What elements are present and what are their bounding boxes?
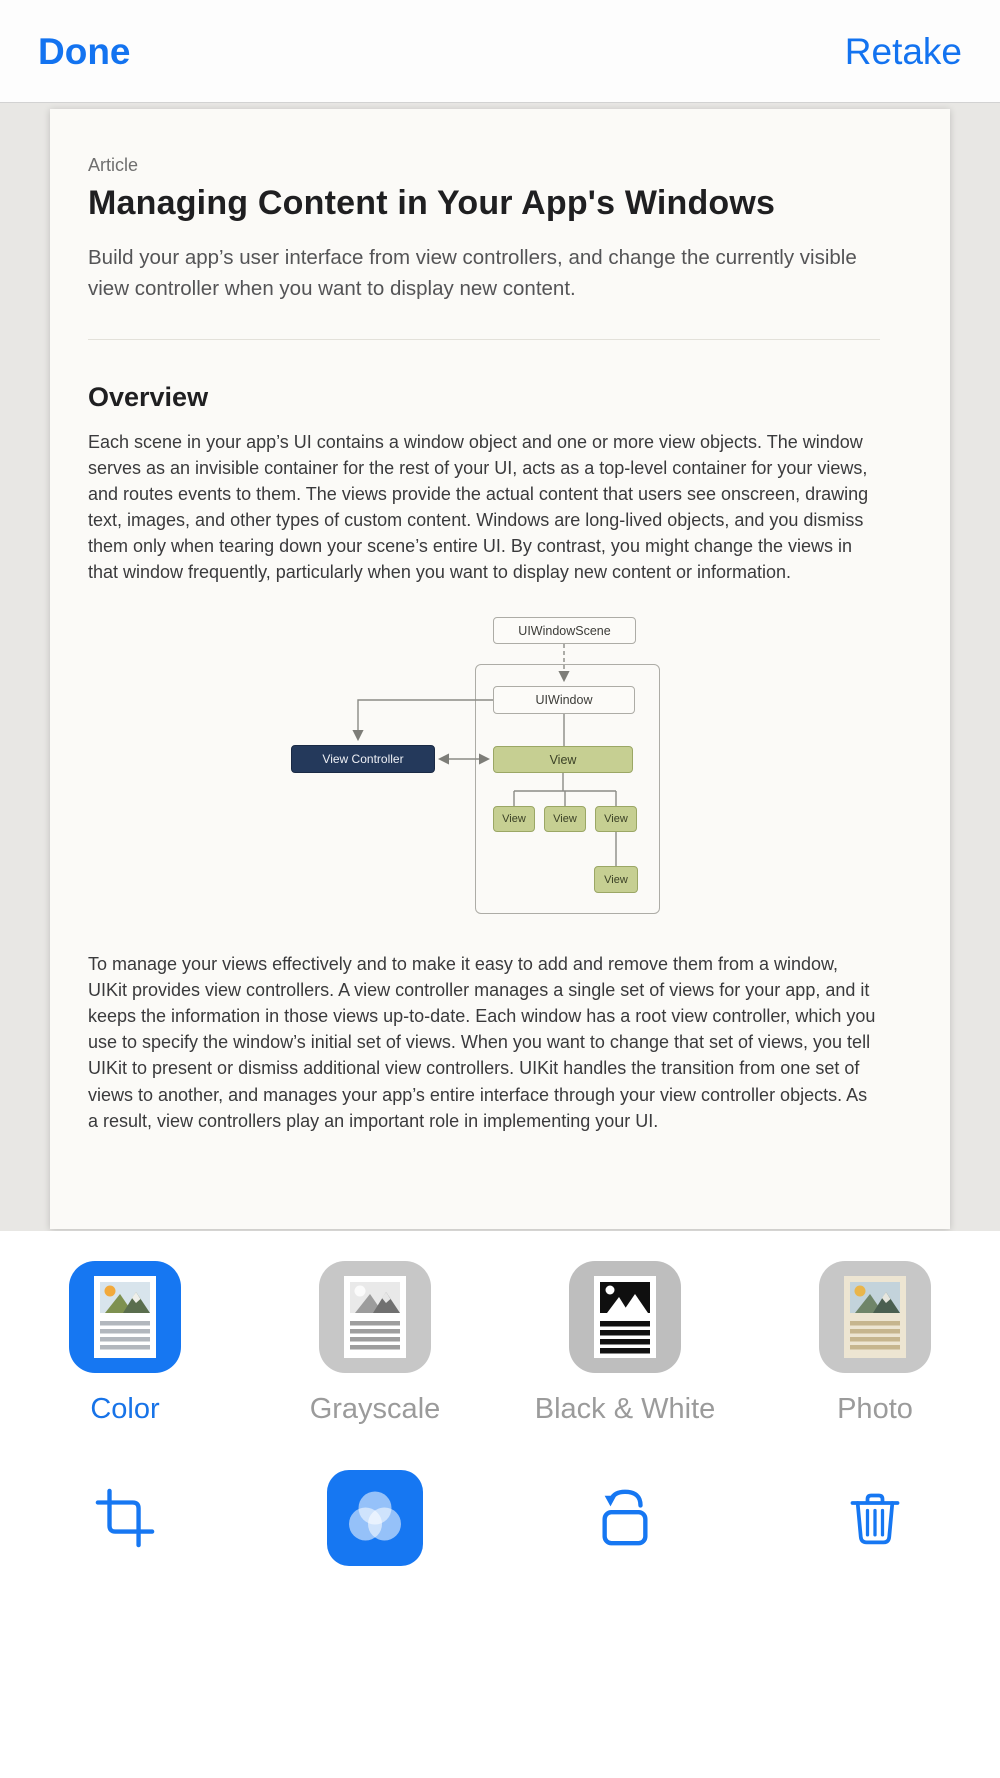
filters-icon [327, 1470, 423, 1566]
crop-tool-slot [0, 1462, 250, 1574]
diagram-subview-box-3: View [595, 806, 637, 832]
done-button[interactable]: Done [38, 30, 131, 72]
filter-color-label: Color [90, 1393, 160, 1425]
black-white-filter-preview-icon [569, 1261, 681, 1373]
doc-subtitle: Build your app’s user interface from view controllers, and change the currently visible view controller when you want to display new content. [88, 246, 857, 300]
filter-photo-thumbnail[interactable] [819, 1261, 931, 1373]
retake-button[interactable]: Retake [844, 30, 962, 72]
filter-option-photo[interactable] [750, 1261, 1000, 1426]
diagram-subview-box-2: View [544, 806, 586, 832]
delete-tool-slot [750, 1462, 1000, 1574]
filter-thumbnail-row [0, 1261, 1000, 1426]
filter-option-black-white[interactable] [500, 1261, 750, 1426]
bottom-toolbar [0, 1462, 1000, 1574]
grayscale-filter-preview-icon [319, 1261, 431, 1373]
doc-divider [88, 339, 880, 340]
filter-black-white-label: Black & White [534, 1393, 716, 1425]
rotate-icon [594, 1487, 656, 1549]
top-bar [0, 0, 1000, 103]
crop-icon [94, 1487, 156, 1549]
crop-button[interactable] [94, 1487, 156, 1549]
doc-eyebrow: Article [88, 155, 139, 175]
photo-filter-preview-icon [819, 1261, 931, 1373]
filter-panel [0, 1231, 1000, 1426]
rotate-button[interactable] [594, 1487, 656, 1549]
scanned-document-page [50, 109, 950, 1229]
diagram-view-controller-box: View Controller [291, 745, 435, 773]
view-hierarchy-diagram [278, 611, 663, 923]
trash-icon [845, 1487, 905, 1549]
doc-title: Managing Content in Your App's Windows [88, 184, 776, 222]
filter-grayscale-thumbnail[interactable] [319, 1261, 431, 1373]
diagram-uiwindowscene-box: UIWindowScene [493, 617, 636, 644]
doc-overview-heading: Overview [88, 381, 209, 412]
diagram-subview-box-1: View [493, 806, 535, 832]
doc-paragraph-2: To manage your views effectively and to make it easy to add and remove them from a window, UIKit provides view controllers. A view controller manages a single set of views for your app, and it keeps the information in those views up-to-date. Each window has a root view controller, which you use to specify the window’s initial set of views. When you want to change that set of views, you tell UIKit to present or dismiss additional view controllers. UIKit handles the transition from one set of views to another, and manages your app’s entire interface through your view controller objects. As a result, view controllers play an important role in implementing your UI. [88, 954, 876, 1131]
doc-paragraph-1: Each scene in your app’s UI contains a window object and one or more view objects. The window serves as an invisible container for the rest of your UI, acts as a top-level container for your views, and routes events to them. The views provide the actual content that users see onscreen, drawing text, images, and other types of custom content. Windows are long-lived objects, and you dismiss them only when tearing down your scene’s entire UI. By contrast, you might change the views in that window frequently, particularly when you want to display new content or information. [88, 431, 869, 582]
rotate-tool-slot [500, 1462, 750, 1574]
diagram-uiwindow-box: UIWindow [493, 686, 635, 714]
filter-color-thumbnail[interactable] [69, 1261, 181, 1373]
filter-option-color[interactable] [0, 1261, 250, 1426]
diagram-root-view-box: View [493, 746, 633, 773]
filter-black-white-thumbnail[interactable] [569, 1261, 681, 1373]
delete-button[interactable] [845, 1487, 905, 1549]
filters-button[interactable] [327, 1470, 423, 1566]
diagram-nested-view-box: View [594, 866, 638, 893]
color-filter-preview-icon [69, 1261, 181, 1373]
filter-photo-label: Photo [837, 1393, 913, 1425]
filters-tool-slot [250, 1462, 500, 1574]
scan-preview-area [0, 103, 1000, 1231]
filter-option-grayscale[interactable] [250, 1261, 500, 1426]
filter-grayscale-label: Grayscale [309, 1393, 441, 1425]
